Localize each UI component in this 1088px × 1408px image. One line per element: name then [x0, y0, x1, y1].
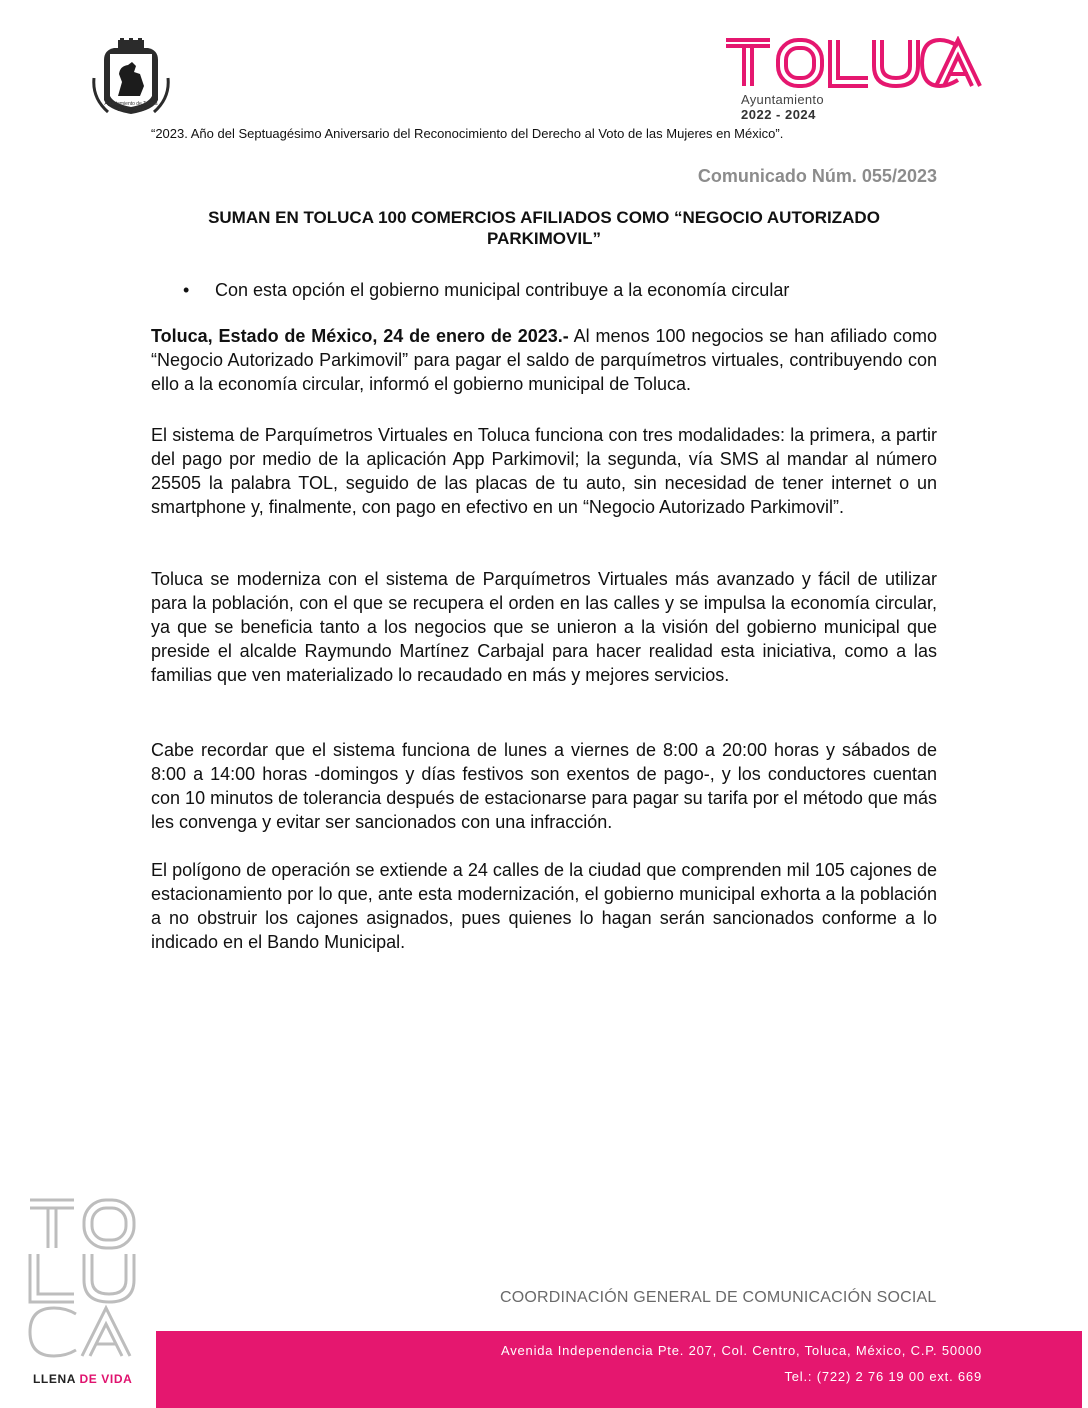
- bullet-point: Con esta opción el gobierno municipal contribuye a la economía circular: [215, 280, 790, 300]
- phone: Tel.: (722) 2 76 19 00 ext. 669: [784, 1369, 982, 1384]
- slogan: [33, 1372, 132, 1386]
- slogan-word-llena: LLENA: [33, 1372, 76, 1386]
- seal-caption-line: Ayuntamiento de Toluca: [104, 101, 158, 107]
- body-paragraph: Cabe recordar que el sistema funciona de lunes a viernes de 8:00 a 20:00 horas y sábados de 8:00 a 14:00 horas -domingos y días festivos son exentos de pago-, y los conductores cuentan con 10 minutos de tolerancia después de estacionarse para pagar su tarifa por el método que más les convenga y evitar ser sancionados con una infracción.: [151, 740, 937, 832]
- body-paragraph: Toluca se moderniza con el sistema de Parquímetros Virtuales más avanzado y fácil de utilizar para la población, con el que se recupera el orden en las calles y se impulsa la economía circular, ya que se beneficia tanto a los negocios que se unieron a la visión del gobierno municipal que preside el alcalde Raymundo Martínez Carbajal para hacer realidad esta iniciativa, como a las familias que ven materializado lo recaudado en más y mejores servicios.: [151, 569, 937, 685]
- year-motto: “2023. Año del Septuagésimo Aniversario del Reconocimiento del Derecho al Voto de las Mujeres en México”.: [151, 126, 784, 141]
- toluca-brand-logo: [722, 36, 984, 90]
- seal-caption-line: 2022 - 2024: [117, 107, 145, 113]
- address: Avenida Independencia Pte. 207, Col. Centro, Toluca, México, C.P. 50000: [500, 1343, 982, 1358]
- comunicado-number: Comunicado Núm. 055/2023: [697, 166, 937, 186]
- body-paragraph: El polígono de operación se extiende a 24 calles de la ciudad que comprenden mil 105 cajones de estacionamiento por lo que, ante esta modernización, el gobierno municipal exhorta a la población a no obstruir los cajones asignados, pues quienes lo hagan serán sancionados conforme a lo indicado en el Bando Municipal.: [151, 860, 937, 952]
- headline: SUMAN EN TOLUCA 100 COMERCIOS AFILIADOS COMO “NEGOCIO AUTORIZADO PARKIMOVIL”: [208, 208, 880, 248]
- department-name: COORDINACIÓN GENERAL DE COMUNICACIÓN SOCIAL: [500, 1289, 937, 1306]
- ayuntamiento-years: 2022 - 2024: [741, 107, 816, 122]
- toluca-stacked-logo: [26, 1196, 138, 1362]
- seal-caption: [84, 101, 178, 113]
- lead-text: Al menos 100 negocios se han afiliado como “Negocio Autorizado Parkimovil” para pagar el saldo de parquímetros virtuales, contribuyendo con ello a la economía circular, informó el gobierno municipal de Toluca.: [151, 326, 938, 394]
- dateline: Toluca, Estado de México, 24 de enero de 2023.-: [151, 326, 569, 346]
- lead-paragraph: [151, 324, 937, 396]
- body-paragraph: El sistema de Parquímetros Virtuales en Toluca funciona con tres modalidades: la primera, a partir del pago por medio de la aplicación App Parkimovil; la segunda, vía SMS al mandar al número 25505 la palabra TOL, seguido de las placas de tu auto, sin necesidad de tener internet o un smartphone y, finalmente, con pago en efectivo en un “Negocio Autorizado Parkimovil”.: [151, 425, 937, 517]
- bullet-marker: •: [183, 280, 190, 300]
- ayuntamiento-label: Ayuntamiento: [741, 92, 824, 107]
- slogan-word-de-vida: DE VIDA: [79, 1372, 133, 1386]
